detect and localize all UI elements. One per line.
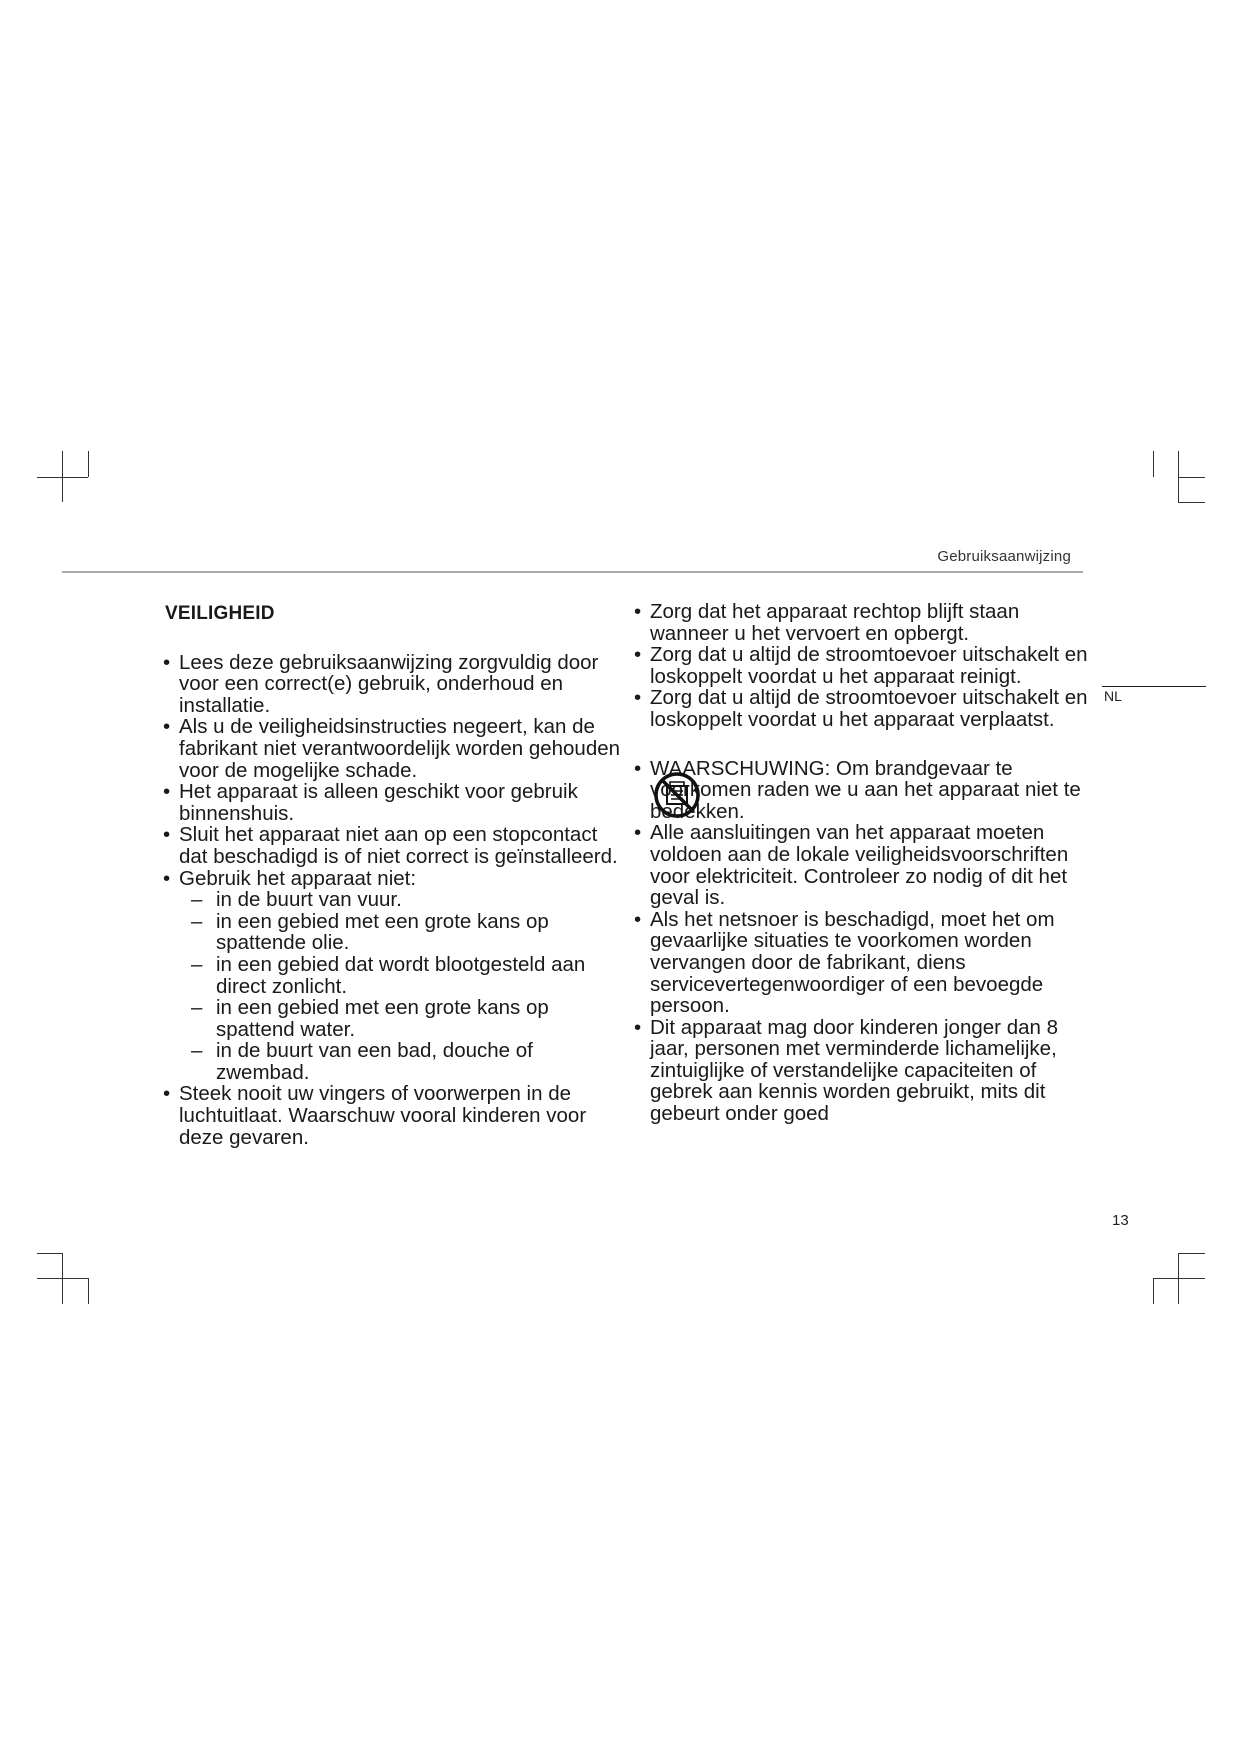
crop-mark [1178, 1253, 1179, 1304]
do-not-cover-icon [653, 771, 701, 819]
language-tab-divider [1102, 686, 1206, 687]
list-item: • Het apparaat is alleen geschikt voor gebruik binnenshuis. [163, 781, 623, 824]
list-item: • Zorg dat u altijd de stroomtoevoer uitschakelt en loskoppelt voordat u het apparaat verplaatst. [634, 687, 1094, 730]
list-item: • Lees deze gebruiksaanwijzing zorgvuldig door voor een correct(e) gebruik, onderhoud en installatie. [163, 652, 623, 717]
list-item: • Dit apparaat mag door kinderen jonger dan 8 jaar, personen met verminderde lichamelijke, zintuiglijke of verstandelijke capaciteiten of gebrek aan kennis worden gebruikt, mits dit gebeurt onder goed [634, 1017, 1094, 1125]
list-item: • Als het netsnoer is beschadigd, moet het om gevaarlijke situaties te voorkomen worden vervangen door de fabrikant, diens servicevertegenwoordiger of een bevoegde persoon. [634, 909, 1094, 1017]
list-item: • Gebruik het apparaat niet: [163, 868, 623, 890]
left-column [163, 603, 623, 1148]
sub-list-item: – in een gebied dat wordt blootgesteld aan direct zonlicht. [191, 952, 586, 998]
crop-mark [88, 1278, 89, 1304]
crop-mark [1178, 451, 1179, 502]
crop-mark [1153, 1278, 1205, 1279]
list-item: • Als u de veiligheidsinstructies negeert, kan de fabrikant niet verantwoordelijk worden gehouden voor de mogelijke schade. [163, 716, 623, 781]
list-item: • Alle aansluitingen van het apparaat moeten voldoen aan de lokale veiligheidsvoorschriften voor elektriciteit. Controleer zo nodig of dit het geval is. [634, 822, 1094, 908]
crop-mark [37, 1253, 62, 1254]
list-item: • Steek nooit uw vingers of voorwerpen in de luchtuitlaat. Waarschuw vooral kinderen voor deze gevaren. [163, 1083, 623, 1148]
sub-list-item: – in de buurt van een bad, douche of zwembad. [191, 1039, 533, 1084]
right-column [634, 601, 1094, 1125]
crop-mark [1153, 451, 1154, 477]
crop-mark [88, 451, 89, 477]
crop-mark [1178, 502, 1205, 503]
list-item: • Zorg dat het apparaat rechtop blijft staan wanneer u het vervoert en opbergt. [634, 601, 1094, 644]
crop-mark [1153, 1278, 1154, 1304]
sub-list-item: – in een gebied met een grote kans op spattend water. [191, 996, 549, 1041]
sub-list-item: – in een gebied met een grote kans op spattende olie. [191, 909, 549, 955]
header-divider [62, 571, 1083, 573]
list-item: • Zorg dat u altijd de stroomtoevoer uitschakelt en loskoppelt voordat u het apparaat reinigt. [634, 644, 1094, 687]
crop-mark [62, 451, 63, 502]
sub-list-item: – in de buurt van vuur. [191, 888, 402, 912]
crop-mark [1178, 1253, 1205, 1254]
section-heading: VEILIGHEID [165, 603, 275, 624]
warning-item: • WAARSCHUWING: Om brandgevaar te voorkomen raden we u aan het apparaat niet te bedekken. [634, 758, 1094, 823]
crop-mark [1178, 477, 1205, 478]
list-item: • Sluit het apparaat niet aan op een stopcontact dat beschadigd is of niet correct is geïnstalleerd. [163, 824, 623, 867]
language-tab-label: NL [1104, 688, 1122, 704]
crop-mark [62, 1253, 63, 1304]
page-header-title: Gebruiksaanwijzing [937, 548, 1071, 565]
page-number: 13 [1112, 1212, 1129, 1229]
